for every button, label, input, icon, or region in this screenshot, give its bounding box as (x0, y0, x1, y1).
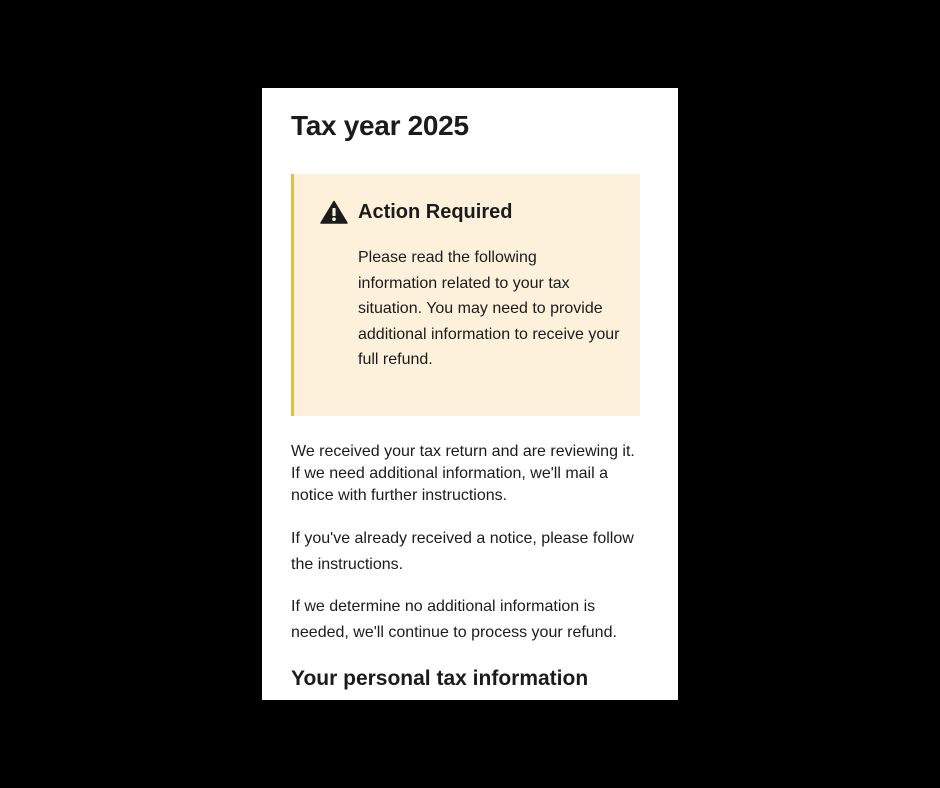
review-status-paragraph: We received your tax return and are reviewing it. If we need additional information, we'll mail a notice with further instructions. (291, 443, 635, 504)
notice-instructions-paragraph: If you've already received a notice, please follow the instructions. (291, 530, 634, 573)
alert-heading: Action Required (358, 201, 513, 223)
action-required-alert (291, 174, 640, 416)
refund-processing-paragraph: If we determine no additional information is needed, we'll continue to process your refund. (291, 598, 617, 641)
tax-status-panel (262, 88, 678, 700)
alert-body-text: Please read the following information related to your tax situation. You may need to provide additional information to receive your full refund. (358, 249, 620, 368)
personal-tax-info-heading: Your personal tax information (291, 667, 589, 690)
page-title: Tax year 2025 (291, 110, 469, 141)
warning-triangle-icon (320, 200, 348, 224)
